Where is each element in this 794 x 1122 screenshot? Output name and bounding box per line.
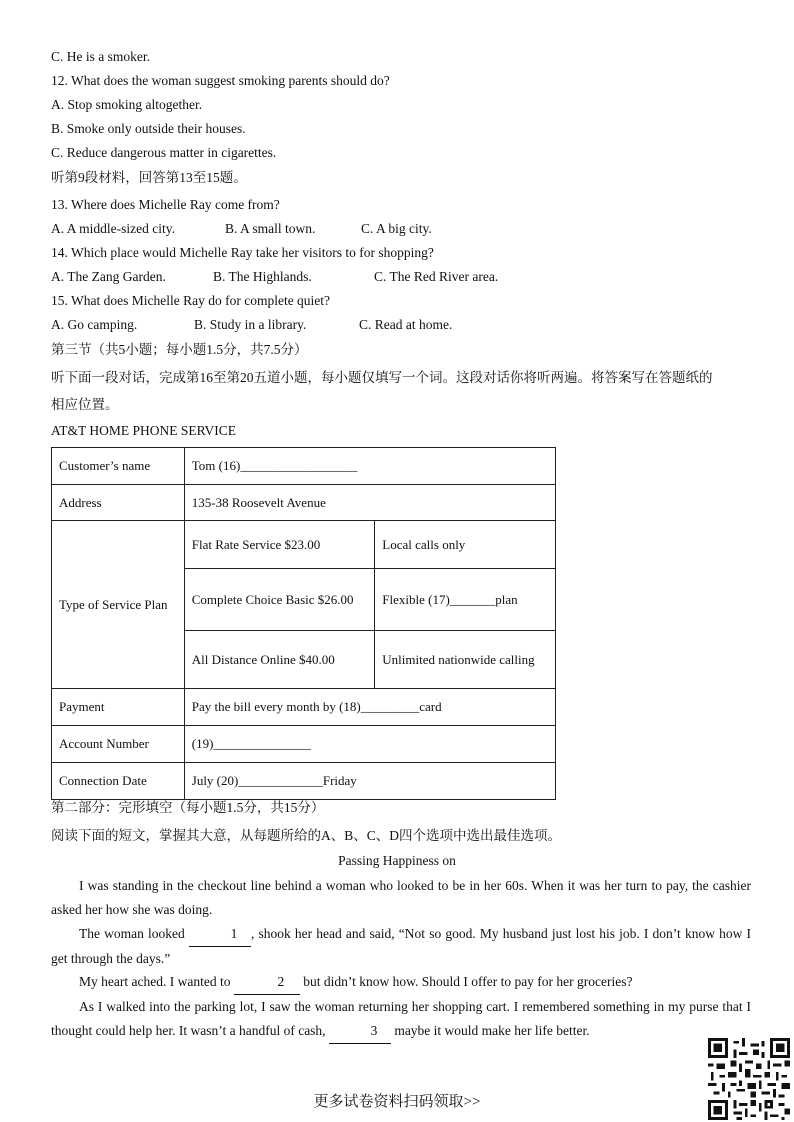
q12-question: 12. What does the woman suggest smoking parents should do? (51, 73, 390, 88)
part3-heading: 第三节（共5小题；每小题1.5分，共7.5分） (51, 342, 308, 357)
passage-text: The woman looked (79, 926, 189, 941)
part3-instructions-2: 相应位置。 (51, 397, 119, 412)
passage-text: , shook her head and said, “Not so good. My husband just lost his job. I don’t know how I get through the days.” (51, 926, 752, 966)
form-title: AT&T HOME PHONE SERVICE (51, 423, 237, 438)
section-9-intro: 听第9段材料，回答第13至15题。 (51, 170, 247, 185)
q14-option-b: B. The Highlands. (213, 269, 312, 284)
q12-option-b: B. Smoke only outside their houses. (51, 121, 246, 136)
q15-option-a: A. Go camping. (51, 317, 138, 332)
address-value: 135-38 Roosevelt Avenue (184, 485, 555, 521)
passage-paragraph-2 (51, 922, 751, 971)
service-form-table (51, 447, 556, 800)
q15-question: 15. What does Michelle Ray do for complete quiet? (51, 293, 331, 308)
passage-paragraph-3 (51, 970, 751, 995)
plan-label: Type of Service Plan (52, 521, 185, 689)
q15-option-b: B. Study in a library. (194, 317, 307, 332)
q14-option-c: C. The Red River area. (374, 269, 499, 284)
payment-label: Payment (52, 689, 185, 726)
account-label: Account Number (52, 726, 185, 763)
account-row (52, 726, 556, 763)
passage-paragraph-4 (51, 995, 751, 1044)
q13-option-c: C. A big city. (361, 221, 432, 236)
account-value: (19)_______________ (184, 726, 555, 763)
q13-option-a: A. A middle-sized city. (51, 221, 175, 236)
customer-row (52, 448, 556, 485)
plan-desc-1: Local calls only (375, 521, 556, 569)
part3-instructions-1: 听下面一段对话，完成第16至第20五道小题，每小题仅填写一个词。这段对话你将听两遍。将答案写在答题纸的 (51, 370, 713, 385)
connection-value: July (20)_____________Friday (184, 763, 555, 800)
cloze-blank-2: 2 (234, 970, 300, 995)
q14-option-a: A. The Zang Garden. (51, 269, 166, 284)
address-label: Address (52, 485, 185, 521)
q15-option-c: C. Read at home. (359, 317, 453, 332)
plan-name-3: All Distance Online $40.00 (184, 631, 375, 689)
passage-title: Passing Happiness on (338, 853, 456, 868)
passage-text: My heart ached. I wanted to (79, 974, 234, 989)
passage-text: maybe it would make her life better. (390, 1023, 590, 1038)
passage-paragraph-1: I was standing in the checkout line behind a woman who looked to be in her 60s. When it was her turn to pay, the cashier asked her how she was doing. (51, 878, 751, 917)
customer-value: Tom (16)__________________ (184, 448, 555, 485)
q15-options (51, 317, 452, 333)
plan-name-2: Complete Choice Basic $26.00 (184, 569, 375, 631)
plan-name-1: Flat Rate Service $23.00 (184, 521, 375, 569)
payment-row (52, 689, 556, 726)
q12-option-a: A. Stop smoking altogether. (51, 97, 203, 112)
q13-options (51, 221, 432, 237)
address-row (52, 485, 556, 521)
part2-instructions: 阅读下面的短文，掌握其大意，从每题所给的A、B、C、D四个选项中选出最佳选项。 (51, 828, 562, 843)
q12-option-c: C. Reduce dangerous matter in cigarettes. (51, 145, 277, 160)
footer-scan-text: 更多试卷资料扫码领取>> (313, 1094, 481, 1110)
q14-question: 14. Which place would Michelle Ray take her visitors to for shopping? (51, 245, 434, 260)
cloze-blank-3: 3 (329, 1019, 391, 1044)
q13-option-b: B. A small town. (225, 221, 316, 236)
qr-code-icon[interactable] (708, 1038, 790, 1120)
passage-text: As I walked into the parking lot, I saw the woman returning her shopping cart. I remembered something in my purse that I thought could help her. It wasn’t a handful of cash, (51, 999, 751, 1038)
q14-options (51, 269, 498, 285)
connection-row (52, 763, 556, 800)
customer-label: Customer’s name (52, 448, 185, 485)
payment-value: Pay the bill every month by (18)_________card (184, 689, 555, 726)
plan-desc-2: Flexible (17)_______plan (375, 569, 556, 631)
q13-question: 13. Where does Michelle Ray come from? (51, 197, 280, 212)
connection-label: Connection Date (52, 763, 185, 800)
cloze-blank-1: 1 (189, 922, 251, 947)
passage-text: but didn’t know how. Should I offer to pay for her groceries? (299, 974, 633, 989)
plan-row-1 (52, 521, 556, 569)
q11-option-c: C. He is a smoker. (51, 49, 150, 64)
plan-desc-3: Unlimited nationwide calling (375, 631, 556, 689)
part2-heading: 第二部分：完形填空（每小题1.5分，共15分） (51, 800, 325, 815)
